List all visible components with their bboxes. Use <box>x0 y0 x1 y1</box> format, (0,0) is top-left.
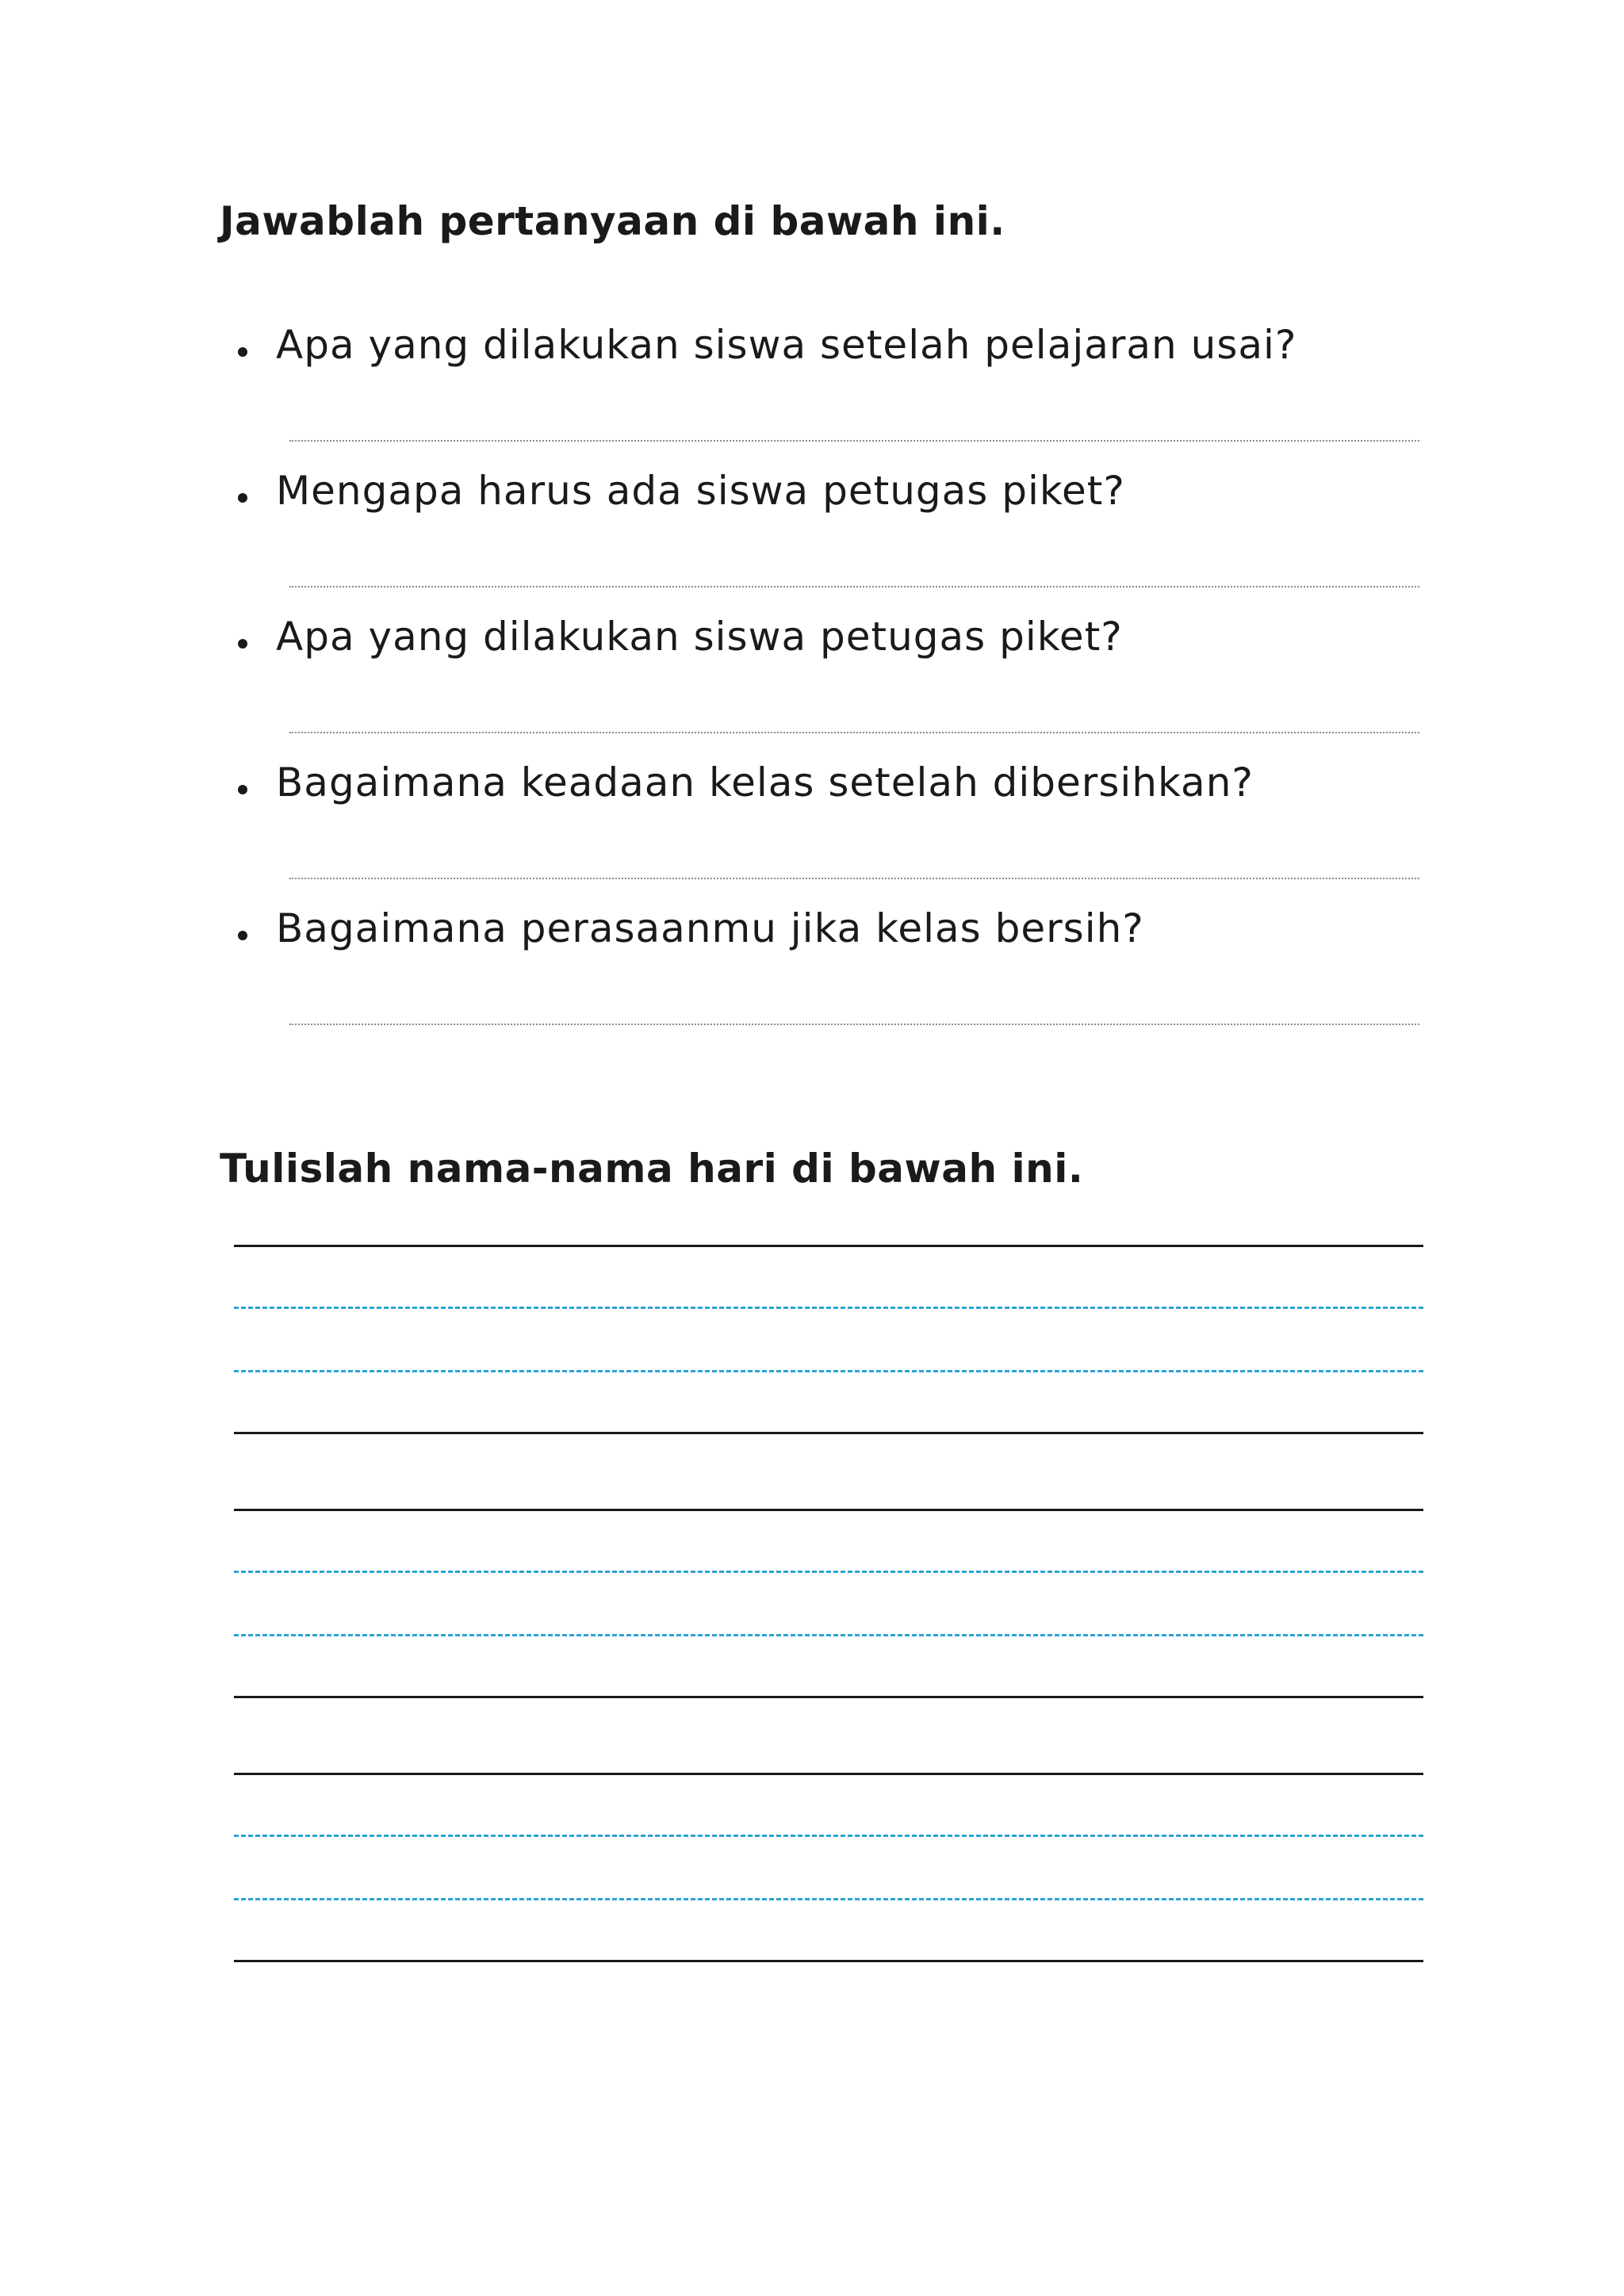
question-item <box>238 905 1427 1062</box>
question-text: Apa yang dilakukan siswa setelah pelajaran usai? <box>276 322 1297 368</box>
question-item <box>238 468 1427 625</box>
guide-line-top <box>234 1773 1423 1775</box>
question-text: Apa yang dilakukan siswa petugas piket? <box>276 614 1123 660</box>
guide-line-dashed-lower <box>234 1370 1423 1372</box>
guide-line-dashed-lower <box>234 1898 1423 1900</box>
question-item <box>238 322 1427 479</box>
question-item <box>238 760 1427 916</box>
bullet-icon <box>238 493 247 503</box>
guide-line-dashed-upper <box>234 1835 1423 1837</box>
guide-line-top <box>234 1509 1423 1511</box>
instruction-answer-questions: Jawablah pertanyaan di bawah ini. <box>220 198 1005 244</box>
answer-line[interactable] <box>289 878 1419 879</box>
question-list <box>238 322 1427 1062</box>
guide-line-dashed-upper <box>234 1307 1423 1309</box>
guide-line-dashed-lower <box>234 1634 1423 1636</box>
handwriting-line-set[interactable] <box>234 1509 1423 1696</box>
handwriting-line-set[interactable] <box>234 1773 1423 1960</box>
guide-line-baseline <box>234 1960 1423 1962</box>
guide-line-dashed-upper <box>234 1571 1423 1573</box>
answer-line[interactable] <box>289 440 1419 442</box>
guide-line-top <box>234 1245 1423 1247</box>
question-item <box>238 614 1427 771</box>
question-text: Bagaimana keadaan kelas setelah dibersihkan? <box>276 760 1254 806</box>
instruction-write-day-names: Tulislah nama-nama hari di bawah ini. <box>220 1146 1084 1192</box>
bullet-icon <box>238 347 247 357</box>
answer-line[interactable] <box>289 1024 1419 1025</box>
question-text: Mengapa harus ada siswa petugas piket? <box>276 468 1125 514</box>
bullet-icon <box>238 931 247 940</box>
handwriting-line-set[interactable] <box>234 1245 1423 1432</box>
question-text: Bagaimana perasaanmu jika kelas bersih? <box>276 905 1144 951</box>
bullet-icon <box>238 639 247 649</box>
answer-line[interactable] <box>289 586 1419 587</box>
handwriting-guide-area <box>234 1245 1423 1960</box>
guide-line-baseline <box>234 1432 1423 1434</box>
answer-line[interactable] <box>289 732 1419 733</box>
guide-line-baseline <box>234 1696 1423 1698</box>
bullet-icon <box>238 785 247 794</box>
